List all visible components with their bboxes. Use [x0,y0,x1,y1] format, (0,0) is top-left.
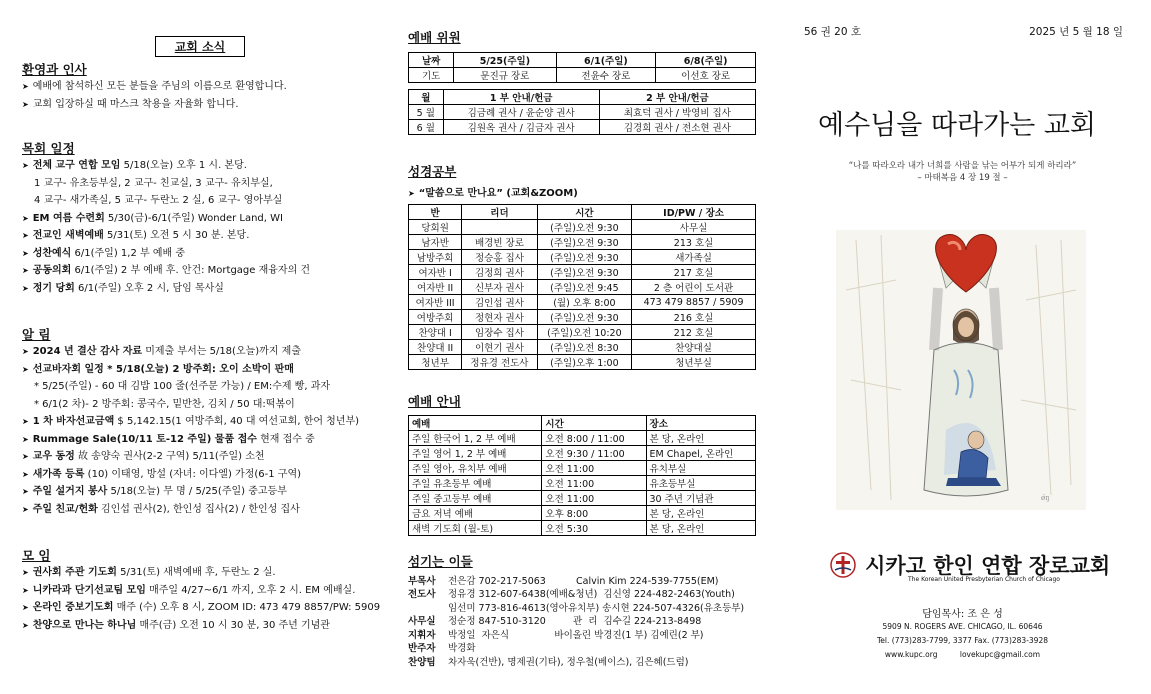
list-sub-item: 4 교구- 새가족실, 5 교구- 두란노 2 실, 6 교구- 영아부실 [34,195,283,206]
table-cell: 2 층 어린이 도서관 [632,280,756,295]
table-cell: 오전 5:30 [542,521,646,536]
volume-number: 56 권 20 호 [804,26,862,38]
table-cell: 30 주년 기념관 [646,491,755,506]
staff-names: 정유경 312-607-6438(예배&청년) 김신영 224-482-2463(Youth) [448,589,735,601]
list-item-label: 온라인 중보기도회 [32,602,114,613]
welcome-heading: 환영과 인사 [22,62,87,77]
table-header-cell: 시간 [542,416,646,431]
church-logo-block [830,550,1110,583]
list-item-text: 5/18(오늘) 무 명 / 5/25(주일) 중고등부 [107,486,287,497]
staff-row [408,575,758,588]
table-cell: (주일)오후 1:00 [537,355,631,370]
triangle-bullet-icon: ➤ [22,82,29,91]
table-cell: 5 월 [409,105,444,120]
table-cell: 473 479 8857 / 5909 [632,295,756,310]
staff-role: 전도사 [408,589,436,601]
table-cell: 주일 영어 1, 2 부 예배 [409,446,542,461]
table-row [409,265,756,280]
table-header-cell: 5/25(주일) [454,53,556,68]
list-item-text: 김인섭 권사(2), 한인성 집사(2) / 한인성 집사 [97,503,300,515]
table-cell: 이선호 장로 [656,68,756,83]
triangle-bullet-icon: ➤ [22,469,29,479]
table-cell: 금요 저녁 예배 [409,506,542,521]
list-item-text: 매주(금) 오전 10 시 30 분, 30 주년 기념관 [136,619,330,631]
table-cell: 남방주회 [409,250,462,265]
table-cell: 사무실 [632,220,756,235]
table-cell: 임장수 집사 [462,325,537,340]
table-cell: 찬양대 II [409,340,462,355]
worship-committee-heading: 예배 위원 [408,30,461,45]
table-header-cell: 6/8(주일) [656,53,756,68]
staff-row [408,615,758,628]
church-motto-title: 예수님을 따라가는 교회 [818,110,1096,141]
table-cell: 문진규 장로 [454,68,556,83]
scripture-quote [790,160,1135,185]
list-item-text: 故 송양숙 권사(2-2 구역) 5/11(주일) 소천 [74,451,265,462]
church-emblem-icon [830,552,856,578]
triangle-bullet-icon: ➤ [22,161,29,170]
bible-study-sub-text: “말씀으로 만나요” (교회&ZOOM) [418,188,578,199]
table-cell: 주일 영아, 유치부 예배 [409,461,542,476]
table-cell: 배경빈 장로 [462,235,537,250]
table-row [409,235,756,250]
triangle-bullet-icon: ➤ [22,364,29,374]
table-cell: (주일)오전 9:45 [537,280,631,295]
list-item-label: 1 차 바자선교금액 [32,416,115,427]
table-cell: 여방주회 [409,310,462,325]
bible-study-subtitle [408,185,578,203]
table-row [409,120,756,135]
worship-committee-table [408,52,756,83]
bible-study-table [408,204,756,370]
table-cell [462,220,537,235]
list-item-label: 주일 친교/헌화 [32,503,98,515]
table-header-cell: 2 부 안내/헌금 [599,90,755,105]
table-row [409,280,756,295]
list-item-label: 정기 당회 [32,282,75,294]
list-item-label: 찬양으로 만나는 하나님 [32,619,137,631]
table-cell: (주일)오전 9:30 [537,310,631,325]
table-cell: 주일 유초등부 예배 [409,476,542,491]
list-item-label: EM 여름 수련회 [32,212,105,224]
welcome-list [22,78,372,113]
triangle-bullet-icon: ➤ [22,487,29,496]
table-cell: 당회원 [409,220,462,235]
list-item-text: 매주 (수) 오후 8 시, ZOOM ID: 473 479 8857/PW: 5909 [113,602,381,613]
list-item [22,96,372,114]
list-sub-item: * 5/25(주일) - 60 대 김밥 100 줄(선주문 가능) / EM:수제 빵, 과자 [34,381,331,392]
table-cell: 청년부 [409,355,462,370]
table-header-cell: 시간 [537,205,631,220]
list-item-label: 공동의회 [32,265,72,276]
table-header-cell: 6/1(주일) [556,53,656,68]
table-cell: (주일)오전 8:30 [537,340,631,355]
table-cell: 김정희 권사 [462,265,537,280]
list-item-text: 현재 접수 중 [256,433,315,445]
staff-names: 차자욱(건반), 명제권(기타), 정우철(베이스), 김은혜(드럼) [448,656,689,668]
email-link[interactable]: lovekupc@gmail.com [959,650,1041,659]
service-guide-heading: 예배 안내 [408,394,461,409]
website-link[interactable]: www.kupc.org [884,650,938,659]
triangle-bullet-icon: ➤ [22,452,29,461]
table-cell: 김인섭 권사 [462,295,537,310]
news-list [22,343,372,518]
list-item [22,413,372,431]
list-item-text: (10) 이태영, 방설 (자녀: 이다엘) 가정(6-1 구역) [84,468,302,480]
table-row [409,325,756,340]
list-item-text: 미제출 부서는 5/18(오늘)까지 제출 [142,346,301,357]
list-item-label: 주일 설거지 봉사 [32,486,108,497]
list-item-text: 매주일 4/27~6/1 까지, 오후 2 시. EM 예배실. [145,584,356,596]
table-row [409,521,756,536]
list-item [22,361,372,379]
table-cell: 신부자 권사 [462,280,537,295]
list-item-text: 5/31(토) 오전 5 시 30 분. 본당. [103,230,250,241]
table-cell: 6 월 [409,120,444,135]
table-cell: 본 당, 온라인 [646,506,755,521]
table-cell: 청년부실 [632,355,756,370]
list-item [22,280,372,298]
table-cell: 찬양대 I [409,325,462,340]
triangle-bullet-icon: ➤ [408,189,415,198]
staff-heading: 섬기는 이들 [408,554,473,569]
schedule-section [22,139,372,297]
list-item-label: 성찬예식 [32,247,72,259]
staff-list [408,575,758,669]
list-item [22,617,372,635]
table-header-cell: 반 [409,205,462,220]
table-header-cell: 리더 [462,205,537,220]
table-cell: 이현기 권사 [462,340,537,355]
list-item [22,262,372,280]
table-cell: 여자반 III [409,295,462,310]
list-item [22,483,372,501]
triangle-bullet-icon: ➤ [22,620,29,630]
list-item-text: 5/18(오늘) 오후 1 시. 본당. [120,160,247,171]
staff-row [408,588,758,601]
table-cell: 오전 11:00 [542,476,646,491]
staff-row [408,642,758,655]
list-item [22,210,372,228]
list-item [22,157,372,175]
triangle-bullet-icon: ➤ [22,504,29,514]
table-cell: 새벽 기도회 (월-토) [409,521,542,536]
list-item [22,448,372,466]
staff-row [408,602,758,615]
table-cell: 주일 한국어 1, 2 부 예배 [409,431,542,446]
list-item [22,343,372,361]
table-cell: 정유경 전도사 [462,355,537,370]
table-cell: 212 호실 [632,325,756,340]
list-item [22,227,372,245]
staff-names: 전은감 702-217-5063 Calvin Kim 224-539-7755(EM) [448,576,719,587]
table-cell: 김금례 권사 / 윤순양 권사 [443,105,599,120]
list-item-label: 2024 년 결산 감사 자료 [32,346,143,357]
list-item-text: 5/31(토) 새벽예배 후, 두란노 2 실. [116,567,276,578]
table-row [409,446,756,461]
meeting-list [22,564,381,634]
table-cell: 김원옥 권사 / 김금자 권사 [443,120,599,135]
list-item-label: Rummage Sale(10/11 토-12 주일) 물품 접수 [32,433,257,445]
news-heading: 알 림 [22,327,51,342]
triangle-bullet-icon: ➤ [22,99,29,109]
table-cell: (주일)오전 10:20 [537,325,631,340]
list-item-text: 6/1(주일) 2 부 예배 후. 안건: Mortgage 재융자의 건 [71,265,311,276]
list-sub-item: 1 교구- 유초등부실, 2 교구- 친교실, 3 교구- 유치부실, [34,177,273,189]
table-cell: 여자반 I [409,265,462,280]
table-cell: 오전 8:00 / 11:00 [542,431,646,446]
list-item [22,431,372,449]
bible-study-heading: 성경공부 [408,164,457,179]
table-cell: 남자반 [409,235,462,250]
table-row [409,295,756,310]
list-item-text: 예배에 참석하신 모든 분들을 주님의 이름으로 환영합니다. [32,81,287,92]
table-row [409,310,756,325]
table-cell: (주일)오전 9:30 [537,235,631,250]
bulletin-date: 2025 년 5 월 18 일 [1029,26,1123,38]
schedule-heading: 목회 일정 [22,141,75,156]
service-guide-table [408,415,756,536]
meeting-heading: 모 임 [22,548,51,563]
list-item [22,582,372,600]
list-item-text: $ 5,142.15(1 여방주회, 40 대 여선교회, 한어 청년부) [114,416,360,427]
table-cell: 최효덕 권사 / 박영비 집사 [599,105,755,120]
table-cell: 오전 11:00 [542,461,646,476]
meeting-section [22,546,381,634]
triangle-bullet-icon: ➤ [22,248,29,258]
table-row [409,461,756,476]
right-column [790,0,1135,694]
table-cell: 유치부실 [646,461,755,476]
table-cell: 전윤수 장로 [556,68,656,83]
table-row [409,491,756,506]
table-cell: 본 당, 온라인 [646,521,755,536]
staff-names: 박경화 [448,643,476,655]
list-item-label: 니카라과 단기선교팀 모임 [32,584,146,596]
list-item [22,466,372,484]
church-name-korean: 시카고 한인 연합 장로교회 [865,554,1111,578]
church-name-english: The Korean United Presbyterian Church of Chicago [908,576,1060,583]
list-item-label: 새가족 등록 [32,468,85,480]
list-item [22,78,372,96]
table-row [409,476,756,491]
table-cell: 김경희 권사 / 전소현 권사 [599,120,755,135]
triangle-bullet-icon: ➤ [22,347,29,356]
table-cell: 기도 [409,68,454,83]
news-section [22,325,372,518]
table-cell: 여자반 II [409,280,462,295]
staff-role: 반주자 [408,643,436,655]
triangle-bullet-icon: ➤ [22,603,29,612]
table-header-cell: 1 부 안내/헌금 [443,90,599,105]
staff-role: 부목사 [408,576,436,587]
triangle-bullet-icon: ➤ [22,283,29,293]
list-item-label: 권사회 주관 기도회 [32,567,117,578]
table-cell: 찬양대실 [632,340,756,355]
staff-names: 정순정 847-510-3120 관 리 김수길 224-213-8498 [448,616,702,628]
table-cell: (월) 오후 8:00 [537,295,631,310]
staff-row [408,629,758,642]
pastor-name: 담임목사: 조 은 성 [922,609,1003,620]
table-cell: 정현자 권사 [462,310,537,325]
table-row [409,250,756,265]
list-item-text: 교회 입장하실 때 마스크 착용을 자율화 합니다. [32,98,239,110]
staff-row [408,656,758,669]
table-cell: 본 당, 온라인 [646,431,755,446]
table-cell: (주일)오전 9:30 [537,220,631,235]
list-sub-item: * 6/1(2 차)- 2 방주회: 콩국수, 밑반찬, 김치 / 50 대:떡볶이 [34,398,295,410]
schedule-list [22,157,372,297]
table-cell: 217 호실 [632,265,756,280]
list-item [22,564,372,582]
welcome-section [22,60,372,113]
table-cell: 오전 11:00 [542,491,646,506]
table-header-cell: 날짜 [409,53,454,68]
list-item [22,501,372,519]
list-item-label: 전체 교구 연합 모임 [32,160,121,171]
list-item-label: 교우 동정 [32,451,75,462]
table-row [409,355,756,370]
church-contact [790,650,1135,659]
table-cell: (주일)오전 9:30 [537,265,631,280]
list-item [22,245,372,263]
staff-role: 지휘자 [408,629,436,641]
table-header-cell: 장소 [646,416,755,431]
table-row [409,340,756,355]
list-item-text: 6/1(주일) 1,2 부 예배 중 [71,247,185,259]
table-row [409,105,756,120]
triangle-bullet-icon: ➤ [22,434,29,444]
staff-role: 사무실 [408,616,436,628]
list-item-label: 전교인 새벽예배 [32,230,104,241]
list-item-text: 5/30(금)-6/1(주일) Wonder Land, WI [104,212,283,224]
table-row [409,220,756,235]
staff-role: 찬양팀 [408,656,436,668]
scripture-quote-text: “나를 따라오라 내가 너희를 사람을 낚는 어부가 되게 하리라” [848,161,1077,171]
table-header-cell: ID/PW / 장소 [632,205,756,220]
church-address: 5909 N. ROGERS AVE. CHICAGO, IL. 60646 [882,622,1043,631]
table-row [409,431,756,446]
church-news-title: 교회 소식 [155,36,245,57]
table-cell: EM Chapel, 온라인 [646,446,755,461]
staff-names: 박정일 자은식 바이올린 박경진(1 부) 김예린(2 부) [448,629,704,641]
list-item-label: 선교바자회 일정 * 5/18(오늘) 2 방주회: 오이 소박이 판매 [32,363,294,375]
artist-signature: ǿŋ [1041,494,1050,502]
list-item [22,599,381,617]
triangle-bullet-icon: ➤ [22,585,29,595]
table-cell: 새가족실 [632,250,756,265]
table-row [409,506,756,521]
triangle-bullet-icon: ➤ [22,213,29,223]
triangle-bullet-icon: ➤ [22,266,29,275]
table-cell: (주일)오전 9:30 [537,250,631,265]
list-item-text: 6/1(주일) 오후 2 시, 담임 목사실 [74,282,224,294]
triangle-bullet-icon: ➤ [22,417,29,426]
table-cell: 216 호실 [632,310,756,325]
scripture-reference: – 마태복음 4 장 19 절 – [917,173,1008,184]
table-cell: 유초등부실 [646,476,755,491]
triangle-bullet-icon: ➤ [22,568,29,577]
church-phone: Tel. (773)283-7799, 3377 Fax. (773)283-3928 [877,636,1048,645]
table-header-cell: 월 [409,90,444,105]
table-cell: 오후 8:00 [542,506,646,521]
table-header-cell: 예배 [409,416,542,431]
table-cell: 주일 중고등부 예배 [409,491,542,506]
table-cell: 정승홍 집사 [462,250,537,265]
table-cell: 오전 9:30 / 11:00 [542,446,646,461]
triangle-bullet-icon: ➤ [22,231,29,240]
jesus-heart-illustration [836,230,1086,510]
staff-names: 임선미 773-816-4613(영아유치부) 송시현 224-507-4326(유초등부) [448,602,745,614]
table-cell: 213 호실 [632,235,756,250]
ushers-table [408,89,756,135]
